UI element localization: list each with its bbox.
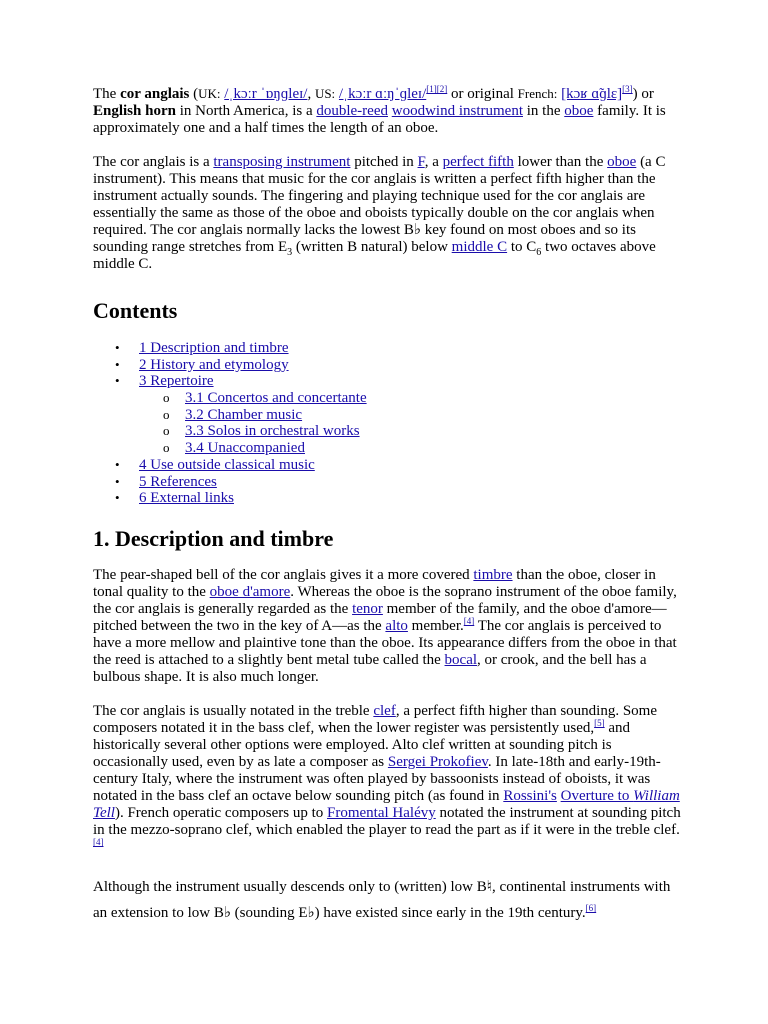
text: , bbox=[307, 86, 315, 102]
toc-link-solos[interactable]: 3.3 Solos in orchestral works bbox=[185, 423, 360, 440]
text: and historically several other options were employed. Alto clef written at sounding pitch is occasionally used, even by as late a composer as bbox=[93, 720, 631, 770]
text: The pear-shaped bell of the cor anglais gives it a more covered bbox=[93, 567, 474, 583]
toc-link-use-outside-classical[interactable]: 4 Use outside classical music bbox=[139, 456, 315, 473]
term-cor-anglais: cor anglais bbox=[120, 86, 190, 102]
link-oboe[interactable]: oboe bbox=[564, 103, 594, 119]
section-heading-description: 1. Description and timbre bbox=[93, 526, 334, 551]
toc-link-references[interactable]: 5 References bbox=[139, 473, 217, 490]
text: or original bbox=[447, 86, 518, 102]
text: pitched in bbox=[350, 154, 418, 170]
citation-4[interactable]: [4] bbox=[93, 837, 104, 847]
text: The bbox=[93, 86, 121, 102]
link-woodwind-instrument[interactable]: woodwind instrument bbox=[391, 103, 523, 119]
link-f[interactable]: F bbox=[417, 154, 425, 170]
text: The cor anglais is perceived to have a more mellow and plaintive tone than the oboe. Its appearance differs from the oboe in that the reed is attached to a slightly bent metal tube called the bbox=[93, 618, 677, 668]
subscript: 3 bbox=[287, 247, 293, 258]
toc-subitem bbox=[93, 390, 367, 407]
link-text-italic: William Tell bbox=[93, 788, 680, 821]
label-french: French: bbox=[517, 86, 558, 101]
link-clef[interactable]: clef bbox=[373, 703, 396, 719]
text: to C bbox=[507, 239, 537, 255]
toc-link-unaccompanied[interactable]: 3.4 Unaccompanied bbox=[185, 440, 305, 457]
text: notated the instrument at sounding pitch in the mezzo-soprano clef, which enabled the player to read the part as if it were in the treble clef. bbox=[93, 805, 681, 838]
text: than the oboe, closer in tonal quality to the bbox=[93, 567, 656, 600]
section1-paragraph-2 bbox=[93, 703, 683, 856]
link-transposing-instrument[interactable]: transposing instrument bbox=[213, 154, 351, 170]
label-uk: UK: bbox=[198, 86, 221, 101]
link-ipa-us[interactable]: /ˌkɔːr ɑːŋˈɡleɪ/ bbox=[338, 86, 427, 102]
link-timbre[interactable]: timbre bbox=[473, 567, 513, 583]
text: in the bbox=[523, 103, 565, 119]
label-us: US: bbox=[314, 86, 336, 101]
text: lower than the bbox=[513, 154, 608, 170]
link-perfect-fifth[interactable]: perfect fifth bbox=[442, 154, 514, 170]
text: , a perfect fifth higher than sounding. Some composers notated it in the bass clef, when the lower register was persistently used, bbox=[93, 703, 658, 736]
contents-heading: Contents bbox=[93, 298, 178, 323]
intro-paragraph-1 bbox=[93, 85, 683, 137]
link-rossini[interactable]: Rossini's bbox=[503, 788, 557, 804]
link-ipa-uk[interactable]: /ˌkɔːr ˈɒŋɡleɪ/ bbox=[224, 86, 308, 102]
toc-subitem bbox=[93, 440, 367, 457]
link-oboe[interactable]: oboe bbox=[607, 154, 637, 170]
toc-item bbox=[93, 490, 367, 507]
text: Although the instrument usually descends only to (written) low B♮, continental instruments with an extension to low B♭ (sounding E♭) have existed since early in the 19th century. bbox=[93, 879, 671, 921]
text: two octaves above middle C. bbox=[93, 239, 656, 272]
link-ipa-french[interactable]: [kɔʁ ɑ̃ɡlɛ] bbox=[561, 86, 623, 102]
citation-3[interactable]: [3] bbox=[622, 84, 633, 94]
link-double-reed[interactable]: double-reed bbox=[316, 103, 388, 119]
intro-paragraph-2 bbox=[93, 154, 683, 273]
section1-paragraph-3 bbox=[93, 874, 683, 926]
link-bocal[interactable]: bocal bbox=[444, 652, 478, 668]
toc-link-repertoire[interactable]: 3 Repertoire bbox=[139, 373, 214, 390]
link-alto[interactable]: alto bbox=[385, 618, 408, 634]
citation-1-2[interactable]: [1][2] bbox=[426, 84, 448, 94]
term-english-horn: English horn bbox=[93, 103, 176, 119]
toc-item bbox=[93, 457, 367, 474]
text: ). French operatic composers up to bbox=[114, 805, 327, 821]
toc-subitem bbox=[93, 407, 367, 424]
text: The cor anglais is usually notated in the treble bbox=[93, 703, 374, 719]
link-text: Overture to bbox=[560, 788, 634, 804]
text: member of the family, and the oboe d'amore—pitched between the two in the key of A—as the bbox=[93, 601, 667, 634]
text: (a C instrument). This means that music for the cor anglais is written a perfect fifth higher than the instrument actually sounds. The fingering and playing technique used for the cor anglais are essentially the same as those of the oboe and oboists typically double on the cor anglais when required. The cor anglais normally lacks the lowest B♭ key found on most oboes and so its sounding range stretches from E bbox=[93, 154, 666, 255]
citation-5[interactable]: [5] bbox=[594, 718, 605, 728]
table-of-contents bbox=[93, 340, 367, 507]
text: in North America, is a bbox=[175, 103, 317, 119]
toc-item bbox=[93, 357, 367, 374]
text: The cor anglais is a bbox=[93, 154, 214, 170]
toc-link-history-and-etymology[interactable]: 2 History and etymology bbox=[139, 356, 289, 373]
text: family. It is approximately one and a half times the length of an oboe. bbox=[93, 103, 666, 136]
text: member. bbox=[407, 618, 464, 634]
text: . In late-18th and early-19th-century Italy, where the instrument was often played by bassoonists instead of oboists, it was notated in the bass clef an octave below sounding pitch (as found in bbox=[93, 754, 661, 804]
text: , or crook, and the bell has a bulbous shape. It is also much longer. bbox=[93, 652, 647, 685]
text: ) or bbox=[632, 86, 654, 102]
text: ( bbox=[189, 86, 199, 102]
citation-4[interactable]: [4] bbox=[463, 616, 475, 626]
link-oboe-damore[interactable]: oboe d'amore bbox=[209, 584, 291, 600]
toc-item bbox=[93, 373, 367, 390]
toc-link-chamber-music[interactable]: 3.2 Chamber music bbox=[185, 406, 303, 423]
link-fromental-halevy[interactable]: Fromental Halévy bbox=[327, 805, 436, 821]
toc-subitem bbox=[93, 423, 367, 440]
text: , a bbox=[424, 154, 443, 170]
section1-paragraph-1 bbox=[93, 567, 683, 686]
link-tenor[interactable]: tenor bbox=[352, 601, 383, 617]
text: . Whereas the oboe is the soprano instrument of the oboe family, the cor anglais is generally regarded as the bbox=[93, 584, 677, 617]
toc-item bbox=[93, 474, 367, 491]
toc-link-description-and-timbre[interactable]: 1 Description and timbre bbox=[139, 340, 289, 356]
link-sergei-prokofiev[interactable]: Sergei Prokofiev bbox=[387, 754, 488, 770]
citation-6[interactable]: [6] bbox=[585, 903, 597, 913]
link-middle-c[interactable]: middle C bbox=[451, 239, 508, 255]
subscript: 6 bbox=[536, 247, 542, 258]
toc-link-concertos[interactable]: 3.1 Concertos and concertante bbox=[185, 390, 367, 407]
toc-item bbox=[93, 340, 367, 357]
text: (written B natural) below bbox=[292, 239, 452, 255]
toc-link-external-links[interactable]: 6 External links bbox=[139, 490, 234, 507]
